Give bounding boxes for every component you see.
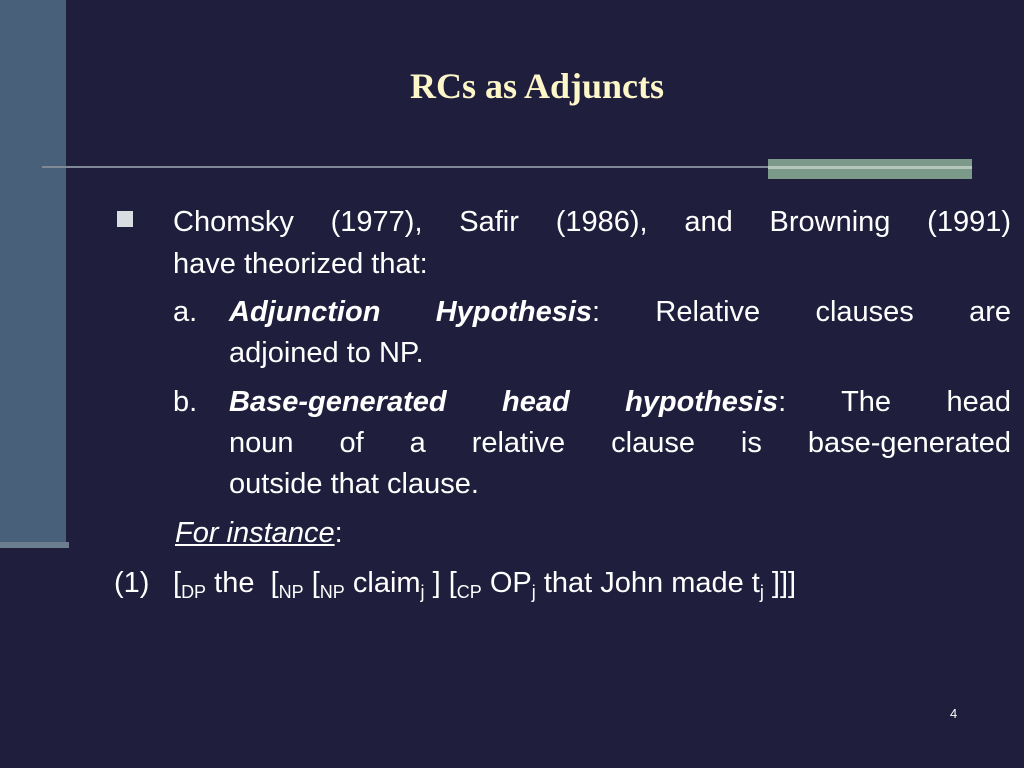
bracket: [ [173, 567, 182, 599]
item-a-line-1 [229, 292, 1011, 332]
example-bracketing [173, 563, 796, 603]
item-b-line-1 [229, 382, 1011, 422]
word-the: the [214, 567, 255, 599]
title-divider-accent [768, 159, 972, 179]
word-claim: claim [352, 567, 421, 599]
bullet-word: Chomsky [173, 206, 294, 238]
bullet-word: Browning [769, 206, 891, 238]
base-generated-head-hypothesis-term: Base-generated head hypothesis [229, 386, 779, 418]
bullet-word: (1977), [330, 206, 423, 238]
bracket: [ [311, 567, 320, 599]
item-b-line-1-rest: The head [841, 386, 1011, 418]
adjunction-hypothesis-term: Adjunction Hypothesis [229, 296, 593, 328]
slide-title: RCs as Adjuncts [409, 66, 665, 106]
bullet-line-1 [173, 202, 1011, 242]
square-bullet-icon [117, 211, 133, 227]
title-divider-accent-stripe [768, 166, 972, 169]
example-number: (1) [114, 567, 150, 599]
index-j: j [759, 582, 764, 602]
for-instance-label [175, 513, 343, 553]
item-a-line-1-rest: Relative clauses are [655, 296, 1011, 328]
item-b-colon: : [778, 386, 787, 418]
cp-label: CP [456, 582, 482, 602]
bullet-word: and [684, 206, 733, 238]
item-b-line-3: outside that clause. [229, 468, 479, 500]
bullet-word: (1986), [555, 206, 648, 238]
word-op: OP [489, 567, 532, 599]
example-rest: that John made t [543, 567, 760, 599]
bullet-line-2: have theorized that: [173, 248, 428, 280]
np-label: NP [278, 582, 304, 602]
bracket: ] [ [432, 567, 457, 599]
for-instance-text: For instance [175, 517, 335, 549]
item-a-marker: a. [173, 296, 198, 328]
page-number: 4 [950, 706, 958, 721]
item-b-line-2: noun of a relative clause is base-generated [229, 427, 1011, 459]
bracket: [ [270, 567, 279, 599]
index-j: j [420, 582, 425, 602]
dp-label: DP [181, 582, 207, 602]
bullet-word: (1991) [927, 206, 1011, 238]
bullet-word: Safir [459, 206, 519, 238]
index-j: j [531, 582, 536, 602]
title-divider-line [42, 166, 770, 168]
closing-brackets: ]]] [771, 567, 797, 599]
item-b-marker: b. [173, 386, 198, 418]
np-label: NP [319, 582, 345, 602]
left-accent-bar-edge [0, 542, 69, 548]
for-instance-colon: : [334, 517, 343, 549]
item-a-colon: : [592, 296, 601, 328]
item-a-line-2: adjoined to NP. [229, 337, 424, 369]
